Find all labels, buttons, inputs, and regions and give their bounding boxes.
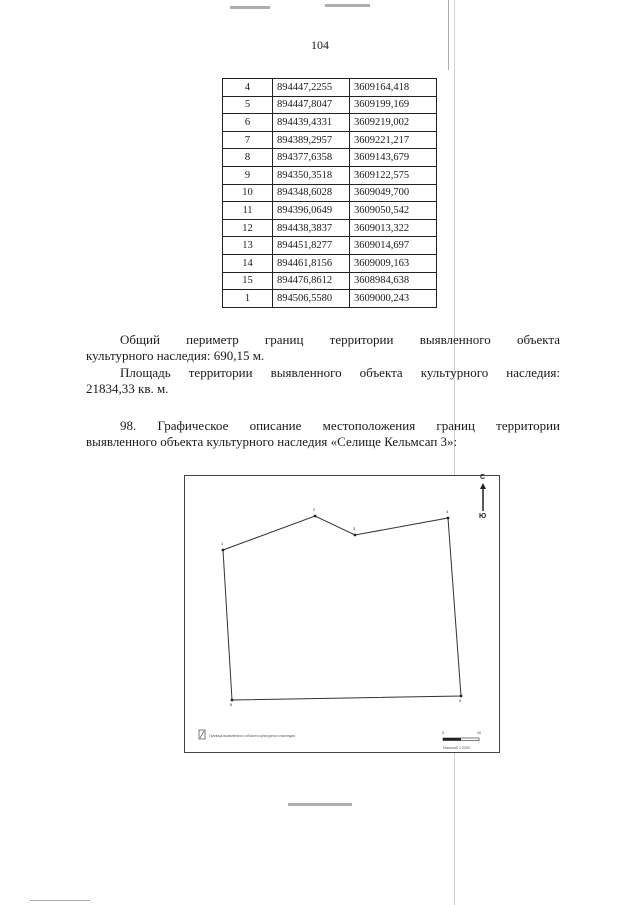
x-coordinate-cell: 894439,4331 [273, 114, 350, 132]
point-number-cell: 14 [223, 254, 273, 272]
table-row [223, 254, 437, 272]
y-coordinate-cell: 3609122,575 [350, 166, 437, 184]
table-row [223, 237, 437, 255]
y-coordinate-cell: 3608984,638 [350, 272, 437, 290]
y-coordinate-cell: 3609009,163 [350, 254, 437, 272]
point-label-5: 5 [459, 698, 462, 703]
x-coordinate-cell: 894461,8156 [273, 254, 350, 272]
boundary-point-marker [460, 695, 463, 698]
point-number-cell: 11 [223, 202, 273, 220]
compass-north-label: С [480, 474, 486, 481]
boundary-point-marker [447, 517, 450, 520]
page-number: 104 [311, 38, 329, 52]
scale-label: Масштаб 1:2000 [443, 746, 470, 750]
legend-text: Граница выявленного объекта культурного наследия [209, 734, 295, 738]
x-coordinate-cell: 894350,3518 [273, 166, 350, 184]
coordinates-table [222, 78, 437, 308]
boundary-point-marker [231, 699, 234, 702]
point-number-cell: 15 [223, 272, 273, 290]
y-coordinate-cell: 3609199,169 [350, 96, 437, 114]
x-coordinate-cell: 894476,8612 [273, 272, 350, 290]
table-row [223, 166, 437, 184]
table-row [223, 114, 437, 132]
y-coordinate-cell: 3609219,002 [350, 114, 437, 132]
table-row [223, 131, 437, 149]
scan-artifact-top [230, 6, 270, 9]
point-number-cell: 7 [223, 131, 273, 149]
y-coordinate-cell: 3609049,700 [350, 184, 437, 202]
table-row [223, 290, 437, 308]
table-row [223, 79, 437, 97]
point-number-cell: 5 [223, 96, 273, 114]
scan-artifact-bottom [288, 803, 352, 806]
scale-tick-10: 10 [477, 731, 481, 735]
x-coordinate-cell: 894389,2957 [273, 131, 350, 149]
x-coordinate-cell: 894438,3837 [273, 219, 350, 237]
x-coordinate-cell: 894447,8047 [273, 96, 350, 114]
point-number-cell: 8 [223, 149, 273, 167]
table-row [223, 149, 437, 167]
point-label-2: 2 [313, 507, 316, 512]
point-label-6: 6 [230, 702, 233, 707]
legend-swatch-line-icon [200, 731, 204, 738]
boundary-map-drawing [185, 476, 499, 752]
point-number-cell: 9 [223, 166, 273, 184]
point-number-cell: 1 [223, 290, 273, 308]
area-line-1: Площадь территории выявленного объекта культурного наследия: [120, 365, 560, 380]
y-coordinate-cell: 3609013,322 [350, 219, 437, 237]
point-number-cell: 4 [223, 79, 273, 97]
section-98-line-2: выявленного объекта культурного наследия «Селище Кельмсап 3»: [86, 434, 458, 449]
section-98-line-1: 98. Графическое описание местоположения границ территории [120, 418, 560, 433]
compass-arrow-head-icon [480, 483, 486, 489]
scale-tick-0: 0 [442, 731, 444, 735]
boundary-point-marker [314, 515, 317, 518]
area-line-2: 21834,33 кв. м. [86, 381, 169, 396]
x-coordinate-cell: 894377,6358 [273, 149, 350, 167]
coordinates-table-body [223, 79, 437, 308]
x-coordinate-cell: 894506,5580 [273, 290, 350, 308]
scan-artifact-left-edge [30, 900, 90, 901]
point-label-3: 3 [353, 526, 356, 531]
perimeter-line-1: Общий периметр границ территории выявленного объекта [120, 332, 560, 347]
table-row [223, 202, 437, 220]
table-row [223, 184, 437, 202]
y-coordinate-cell: 3609014,697 [350, 237, 437, 255]
boundary-point-marker [222, 549, 225, 552]
table-row [223, 96, 437, 114]
scan-artifact-right-edge [448, 0, 449, 70]
perimeter-line-2: культурного наследия: 690,15 м. [86, 348, 265, 363]
boundary-point-marker [354, 534, 357, 537]
scan-artifact-top [325, 4, 370, 7]
y-coordinate-cell: 3609050,542 [350, 202, 437, 220]
y-coordinate-cell: 3609143,679 [350, 149, 437, 167]
compass-south-label: Ю [479, 513, 487, 520]
scan-artifact-right-edge [454, 0, 455, 905]
scale-bar-filled-segment [443, 738, 461, 741]
territory-boundary-polygon [223, 516, 461, 700]
point-number-cell: 10 [223, 184, 273, 202]
y-coordinate-cell: 3609221,217 [350, 131, 437, 149]
table-row [223, 219, 437, 237]
table-row [223, 272, 437, 290]
point-label-1: 1 [221, 541, 224, 546]
x-coordinate-cell: 894396,0649 [273, 202, 350, 220]
x-coordinate-cell: 894451,8277 [273, 237, 350, 255]
x-coordinate-cell: 894348,6028 [273, 184, 350, 202]
boundary-map [184, 475, 500, 753]
point-label-4: 4 [446, 509, 449, 514]
x-coordinate-cell: 894447,2255 [273, 79, 350, 97]
point-number-cell: 12 [223, 219, 273, 237]
y-coordinate-cell: 3609164,418 [350, 79, 437, 97]
point-number-cell: 6 [223, 114, 273, 132]
y-coordinate-cell: 3609000,243 [350, 290, 437, 308]
point-number-cell: 13 [223, 237, 273, 255]
